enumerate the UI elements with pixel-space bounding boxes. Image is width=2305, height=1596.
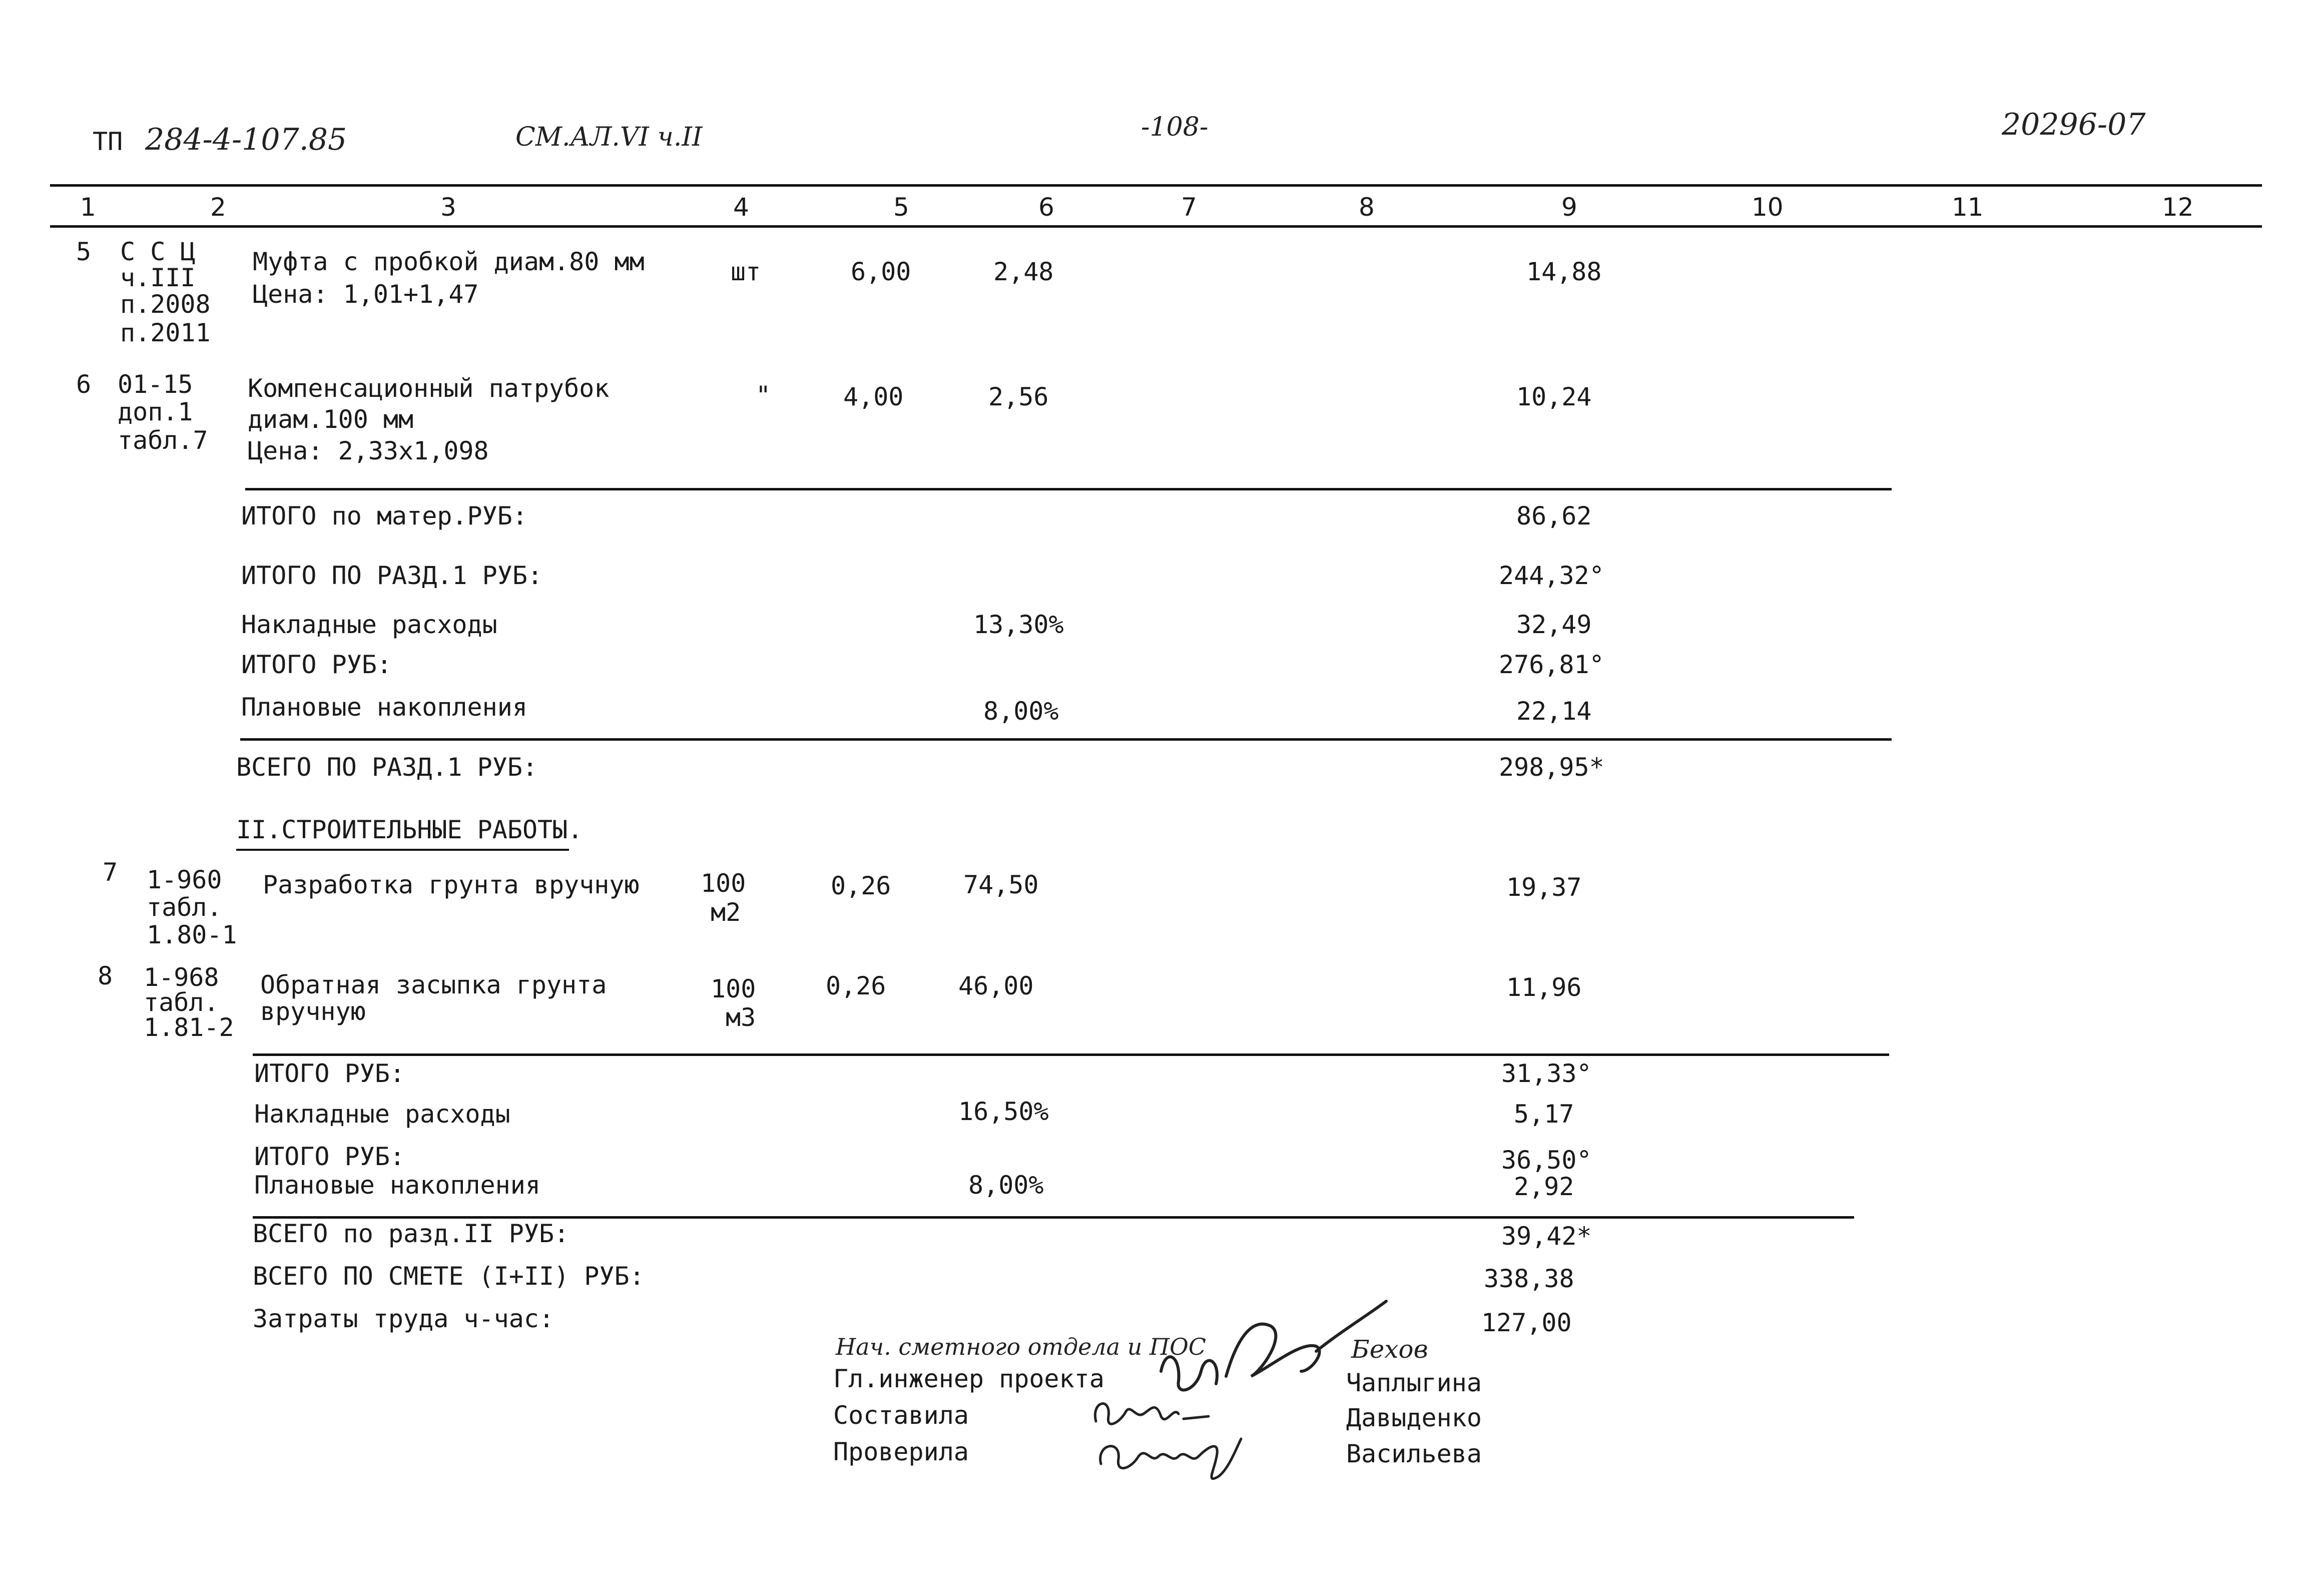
section-grand-total-label: ВСЕГО ПО РАЗД.1 РУБ: [236, 753, 538, 782]
row-price: 2,48 [993, 257, 1054, 286]
row-reference-line: ч.III [120, 263, 196, 292]
column-number: 9 [1561, 193, 1577, 222]
total-value: 36,50° [1501, 1146, 1592, 1175]
row-total: 19,37 [1506, 873, 1582, 902]
row-unit: " [756, 381, 771, 410]
header-bottom-rule [50, 225, 2262, 228]
total-value: 32,49 [1516, 610, 1592, 639]
row-reference-line: табл.7 [118, 426, 208, 455]
estimate-grand-total-label: ВСЕГО ПО СМЕТЕ (I+II) РУБ: [253, 1262, 645, 1291]
row-unit: 100 [701, 869, 746, 898]
project-code-prefix: ТП [93, 127, 123, 156]
total-label: Плановые накопления [254, 1171, 540, 1200]
section-title: II.СТРОИТЕЛЬНЫЕ РАБОТЫ. [236, 815, 583, 844]
total-value: 2,92 [1514, 1172, 1574, 1201]
total-rule [245, 488, 1892, 490]
total-value: 31,33° [1501, 1059, 1592, 1088]
total-value: 22,14 [1516, 697, 1592, 726]
row-reference-line: 01-15 [118, 370, 193, 399]
row-reference-line: 1-968 [144, 963, 219, 992]
row-unit: м3 [726, 1003, 756, 1032]
row-total: 11,96 [1506, 973, 1582, 1002]
total-percent: 16,50% [958, 1097, 1049, 1126]
estimate-grand-total-value: 338,38 [1484, 1264, 1574, 1293]
row-reference-line: С С Ц [120, 237, 196, 266]
total-value: 86,62 [1516, 501, 1592, 530]
signature-name: Васильева [1346, 1439, 1482, 1468]
row-reference-line: 1-960 [147, 865, 222, 894]
column-number: 12 [2162, 193, 2194, 222]
row-price: 46,00 [958, 971, 1034, 1000]
row-reference-line: табл. [147, 893, 222, 922]
row-price: 74,50 [963, 870, 1039, 899]
total-label: Накладные расходы [241, 610, 497, 639]
section-grand-total-value: 39,42* [1501, 1222, 1592, 1251]
column-number: 5 [893, 193, 909, 222]
handwritten-signature-icon [1091, 1429, 1251, 1489]
row-unit: шт [731, 257, 761, 286]
signature-role: Нач. сметного отдела и ПОС [836, 1333, 1206, 1360]
row-quantity: 4,00 [843, 382, 904, 411]
total-rule [253, 1053, 1889, 1056]
signature-role: Проверила [833, 1437, 969, 1466]
total-value: 244,32° [1499, 561, 1604, 590]
signature-role: Гл.инженер проекта [833, 1364, 1104, 1393]
total-label: ИТОГО РУБ: [254, 1059, 405, 1088]
total-value: 5,17 [1514, 1100, 1574, 1129]
labor-cost-value: 127,00 [1481, 1308, 1572, 1337]
total-value: 276,81° [1499, 650, 1604, 679]
total-label: ИТОГО ПО РАЗД.1 РУБ: [241, 561, 543, 590]
section-title-underline [236, 849, 569, 851]
column-number: 11 [1952, 193, 1984, 222]
row-total: 10,24 [1516, 382, 1592, 411]
total-label: ИТОГО РУБ: [241, 650, 392, 679]
signature-name: Давыденко [1346, 1403, 1482, 1432]
total-label: ИТОГО РУБ: [254, 1142, 405, 1171]
page-number: -108- [1141, 112, 1209, 142]
column-number: 2 [210, 193, 226, 222]
row-number: 5 [76, 237, 92, 266]
row-price: 2,56 [988, 382, 1049, 411]
total-percent: 8,00% [968, 1171, 1044, 1200]
section-grand-total-value: 298,95* [1499, 753, 1604, 782]
total-label: Накладные расходы [254, 1100, 510, 1129]
row-quantity: 0,26 [831, 871, 891, 900]
signature-name: Бехов [1351, 1335, 1428, 1364]
row-quantity: 0,26 [826, 971, 886, 1000]
row-reference-line: п.2011 [120, 318, 211, 347]
row-description-line: Муфта с пробкой диам.80 мм [253, 247, 645, 276]
row-description-line: вручную [260, 997, 366, 1026]
column-number: 6 [1038, 193, 1054, 222]
row-reference-line: п.2008 [120, 290, 211, 319]
row-reference-line: 1.81-2 [144, 1013, 234, 1042]
total-percent: 8,00% [983, 697, 1059, 726]
column-number: 1 [80, 193, 96, 222]
labor-cost-label: Затраты труда ч-час: [253, 1304, 554, 1333]
row-total: 14,88 [1526, 257, 1602, 286]
row-reference-line: табл. [144, 988, 219, 1017]
column-number: 8 [1359, 193, 1375, 222]
total-percent: 13,30% [973, 610, 1064, 639]
section-grand-total-label: ВСЕГО по разд.II РУБ: [253, 1219, 569, 1248]
row-description-line: диам.100 мм [248, 405, 414, 434]
row-description-line: Цена: 1,01+1,47 [253, 280, 479, 309]
signature-role: Составила [833, 1401, 969, 1430]
row-quantity: 6,00 [851, 257, 911, 286]
row-number: 7 [103, 858, 118, 887]
signature-name: Чаплыгина [1346, 1368, 1482, 1397]
row-reference-line: доп.1 [118, 397, 193, 426]
row-description-line: Компенсационный патрубок [248, 374, 610, 403]
row-description-line: Разработка грунта вручную [263, 870, 640, 899]
row-unit: 100 [711, 974, 756, 1003]
total-label: Плановые накопления [241, 693, 527, 722]
column-number: 3 [440, 193, 456, 222]
document-number: 20296-07 [2002, 107, 2146, 142]
total-label: ИТОГО по матер.РУБ: [241, 501, 527, 530]
row-description-line: Цена: 2,33х1,098 [248, 436, 489, 465]
row-unit: м2 [711, 898, 741, 927]
total-rule [240, 738, 1892, 741]
column-number: 10 [1752, 193, 1784, 222]
sheet-reference: СМ.АЛ.VI ч.II [515, 122, 703, 152]
total-rule [253, 1216, 1854, 1219]
column-number: 7 [1181, 193, 1197, 222]
row-reference-line: 1.80-1 [147, 920, 237, 949]
row-number: 6 [76, 370, 92, 399]
column-number: 4 [733, 193, 749, 222]
row-description-line: Обратная засыпка грунта [260, 970, 607, 999]
project-code: 284-4-107.85 [145, 122, 347, 157]
row-number: 8 [98, 961, 113, 990]
header-top-rule [50, 184, 2262, 187]
